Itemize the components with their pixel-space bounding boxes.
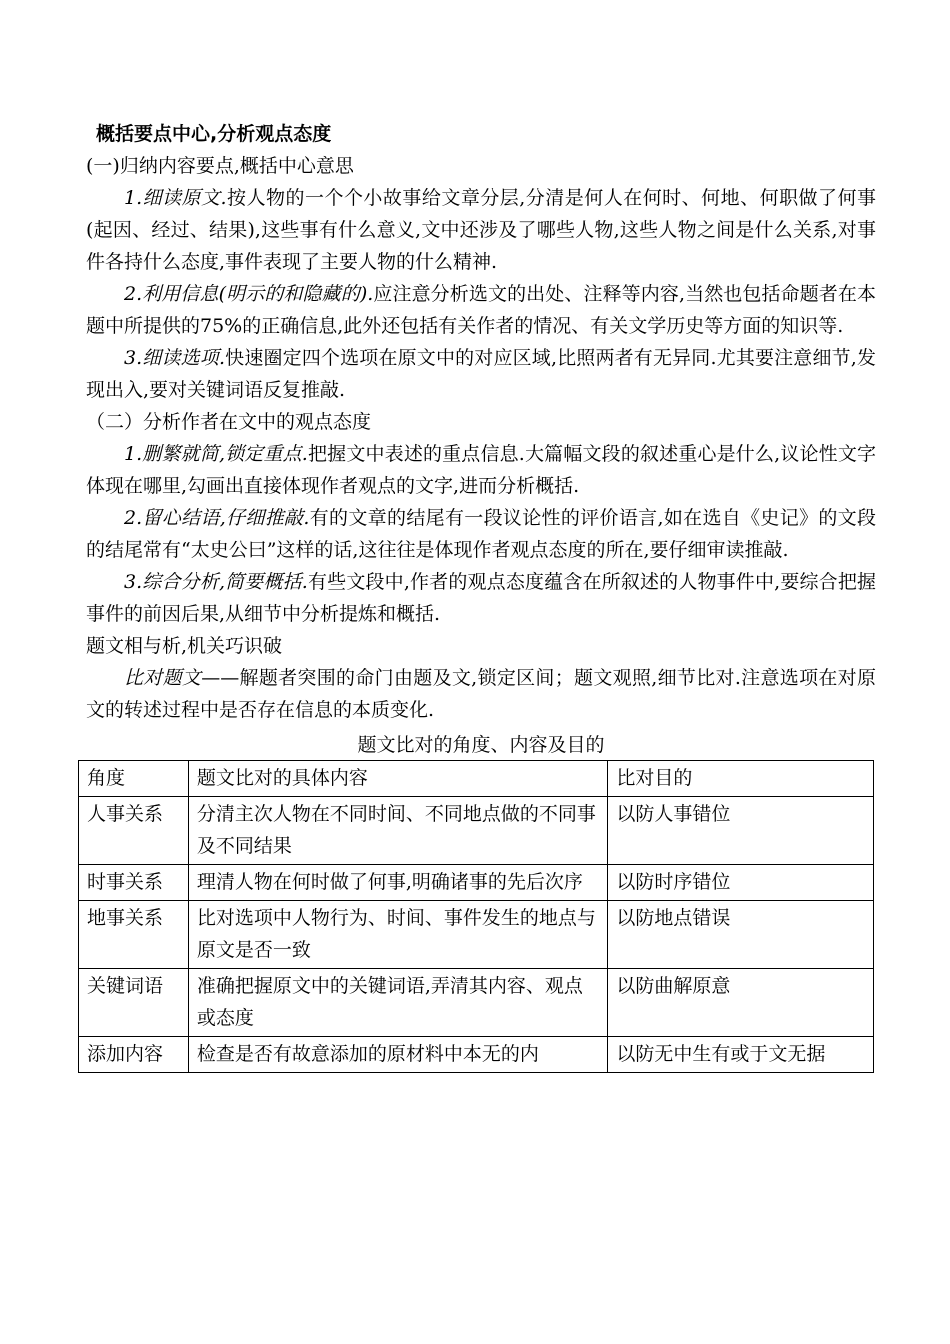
paragraph-2-2	[86, 502, 876, 566]
paragraph-text: 有的文章的结尾有一段议论性的评价语言,如在选自《史记》的文段的结尾常有“太史公曰”这样的话,这往往是体现作者观点态度的所在,要仔细审读推敲.	[86, 507, 876, 561]
paragraph-3-1	[86, 662, 876, 726]
table-cell: 关键词语	[79, 969, 189, 1037]
section-heading-2: （二）分析作者在文中的观点态度	[86, 411, 372, 433]
paragraph-text: 应注意分析选文的出处、注释等内容,当然也包括命题者在本题中所提供的75%的正确信息,此外还包括有关作者的情况、有关文学历史等方面的知识等.	[86, 283, 876, 337]
table-row	[79, 901, 874, 969]
table-row	[79, 1037, 874, 1073]
table-row	[79, 969, 874, 1037]
header-cell-purpose: 比对目的	[608, 761, 874, 797]
table-cell: 理清人物在何时做了何事,明确诸事的先后次序	[188, 865, 607, 901]
paragraph-lead: 3.细读选项.	[124, 347, 225, 369]
table-cell: 以防地点错误	[608, 901, 874, 969]
header-cell-content: 题文比对的具体内容	[188, 761, 607, 797]
paragraph-lead: 3.综合分析,简要概括.	[124, 571, 308, 593]
table-caption: 题文比对的角度、内容及目的	[357, 734, 605, 756]
table-cell: 以防曲解原意	[608, 969, 874, 1037]
section-heading-3: 题文相与析,机关巧识破	[86, 635, 283, 657]
document-page	[86, 118, 876, 1073]
paragraph-2-1	[86, 438, 876, 502]
table-cell: 比对选项中人物行为、时间、事件发生的地点与原文是否一致	[188, 901, 607, 969]
table-cell: 地事关系	[79, 901, 189, 969]
header-cell-angle: 角度	[79, 761, 189, 797]
table-cell: 添加内容	[79, 1037, 189, 1073]
section-heading-1: (一)归纳内容要点,概括中心意思	[86, 155, 354, 177]
paragraph-1-2	[86, 278, 876, 342]
table-cell: 以防时序错位	[608, 865, 874, 901]
paragraph-text: ——解题者突围的命门由题及文,锁定区间；题文观照,细节比对.注意选项在对原文的转述过程中是否存在信息的本质变化.	[86, 667, 876, 721]
table-row	[79, 865, 874, 901]
paragraph-1-1	[86, 182, 876, 278]
paragraph-lead: 比对题文	[124, 667, 202, 689]
table-cell: 分清主次人物在不同时间、不同地点做的不同事及不同结果	[188, 797, 607, 865]
paragraph-text: 把握文中表述的重点信息.大篇幅文段的叙述重心是什么,议论性文字体现在哪里,勾画出直接体现作者观点的文字,进而分析概括.	[86, 443, 876, 497]
table-row	[79, 797, 874, 865]
paragraph-text: 按人物的一个个小故事给文章分层,分清是何人在何时、何地、何职做了何事(起因、经过、结果),这些事有什么意义,文中还涉及了哪些人物,这些人物之间是什么关系,对事件各持什么态度,事件表现了主要人物的什么精神.	[86, 187, 876, 273]
paragraph-1-3	[86, 342, 876, 406]
paragraph-lead: 2.利用信息(明示的和隐藏的).	[124, 283, 374, 305]
table-cell: 以防人事错位	[608, 797, 874, 865]
paragraph-text: 有些文段中,作者的观点态度蕴含在所叙述的人物事件中,要综合把握事件的前因后果,从细节中分析提炼和概括.	[86, 571, 876, 625]
paragraph-text: 快速圈定四个选项在原文中的对应区域,比照两者有无异同.尤其要注意细节,发现出入,要对关键词语反复推敲.	[86, 347, 877, 401]
paragraph-lead: 1.删繁就简,锁定重点.	[124, 443, 308, 465]
document-title: 概括要点中心,分析观点态度	[96, 123, 332, 145]
table-cell: 以防无中生有或于文无据	[608, 1037, 874, 1073]
table-cell: 时事关系	[79, 865, 189, 901]
table-cell: 准确把握原文中的关键词语,弄清其内容、观点或态度	[188, 969, 607, 1037]
table-cell: 检查是否有故意添加的原材料中本无的内	[188, 1037, 607, 1073]
paragraph-2-3	[86, 566, 876, 630]
paragraph-lead: 2.留心结语,仔细推敲.	[124, 507, 310, 529]
table-cell: 人事关系	[79, 797, 189, 865]
paragraph-lead: 1.细读原文.	[124, 187, 227, 209]
table-header-row	[79, 761, 874, 797]
comparison-table	[78, 760, 874, 1073]
